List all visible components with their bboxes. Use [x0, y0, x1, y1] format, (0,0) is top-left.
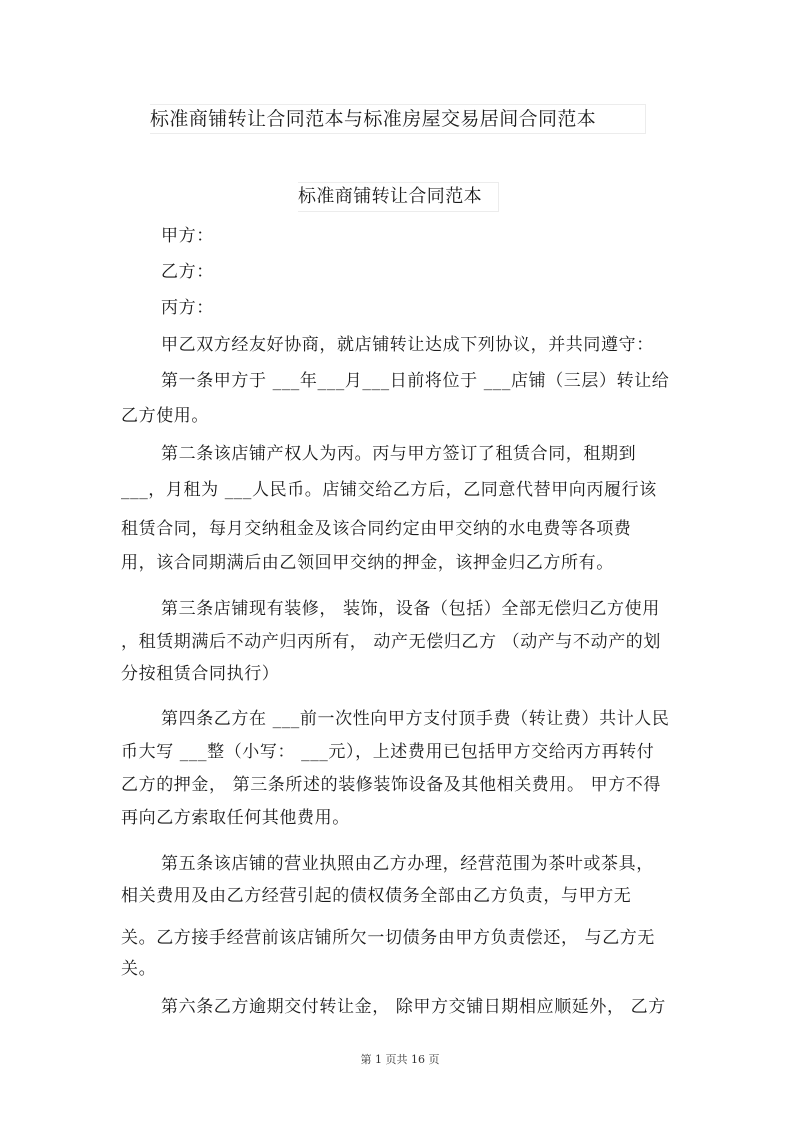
document-subtitle: 标准商铺转让合同范本 [298, 182, 499, 212]
article-3-line-3: 分按租赁合同执行） [121, 664, 280, 684]
intro-paragraph: 甲乙双方经友好协商，就店铺转让达成下列协议，并共同遵守： [161, 335, 654, 355]
article-2-line-4: 用，该合同期满后由乙领回甲交纳的押金，该押金归乙方所有。 [121, 553, 614, 573]
article-6-line-1: 第六条乙方逾期交付转让金， 除甲方交铺日期相应顺延外， 乙方 [161, 997, 666, 1017]
article-3-line-1: 第三条店铺现有装修， 装饰，设备（包括）全部无偿归乙方使用 [161, 599, 660, 619]
article-4-line-2: 币大写 ___整（小写： ___元），上述费用已包括甲方交给丙方再转付 [121, 742, 655, 762]
party-b-label: 乙方： [161, 262, 214, 282]
article-1-line-2: 乙方使用。 [121, 406, 209, 426]
article-5-line-3: 关。乙方接手经营前该店铺所欠一切债务由甲方负责偿还， 与乙方无 [121, 928, 656, 948]
article-5-line-1: 第五条该店铺的营业执照由乙方办理，经营范围为茶叶或茶具， [161, 854, 654, 874]
article-4-line-3: 乙方的押金， 第三条所述的装修装饰设备及其他相关费用。 甲方不得 [121, 775, 662, 795]
party-c-label: 丙方： [161, 298, 214, 318]
article-1-line-1: 第一条甲方于 ___年___月___日前将位于 ___店铺（三层）转让给 [161, 371, 670, 391]
page-footer: 第 1 页共 16 页 [360, 1053, 440, 1066]
article-5-line-2: 相关费用及由乙方经营引起的债权债务全部由乙方负责，与甲方无 [121, 886, 632, 906]
article-4-line-1: 第四条乙方在 ___前一次性向甲方支付顶手费（转让费）共计人民 [161, 709, 670, 729]
article-2-line-1: 第二条该店铺产权人为丙。丙与甲方签订了租赁合同，租期到 [161, 444, 637, 464]
article-5-line-4: 关。 [121, 959, 157, 979]
article-4-line-4: 再向乙方索取任何其他费用。 [121, 808, 350, 828]
party-a-label: 甲方： [161, 226, 214, 246]
article-2-line-3: 租赁合同，每月交纳租金及该合同约定由甲交纳的水电费等各项费 [121, 519, 632, 539]
article-2-line-2: ___，月租为 ___人民币。店铺交给乙方后，乙同意代替甲向丙履行该 [121, 480, 657, 500]
document-title: 标准商铺转让合同范本与标准房屋交易居间合同范本 [150, 104, 646, 134]
article-3-line-2: ，租赁期满后不动产归丙所有， 动产无偿归乙方 （动产与不动产的划 [121, 632, 662, 652]
